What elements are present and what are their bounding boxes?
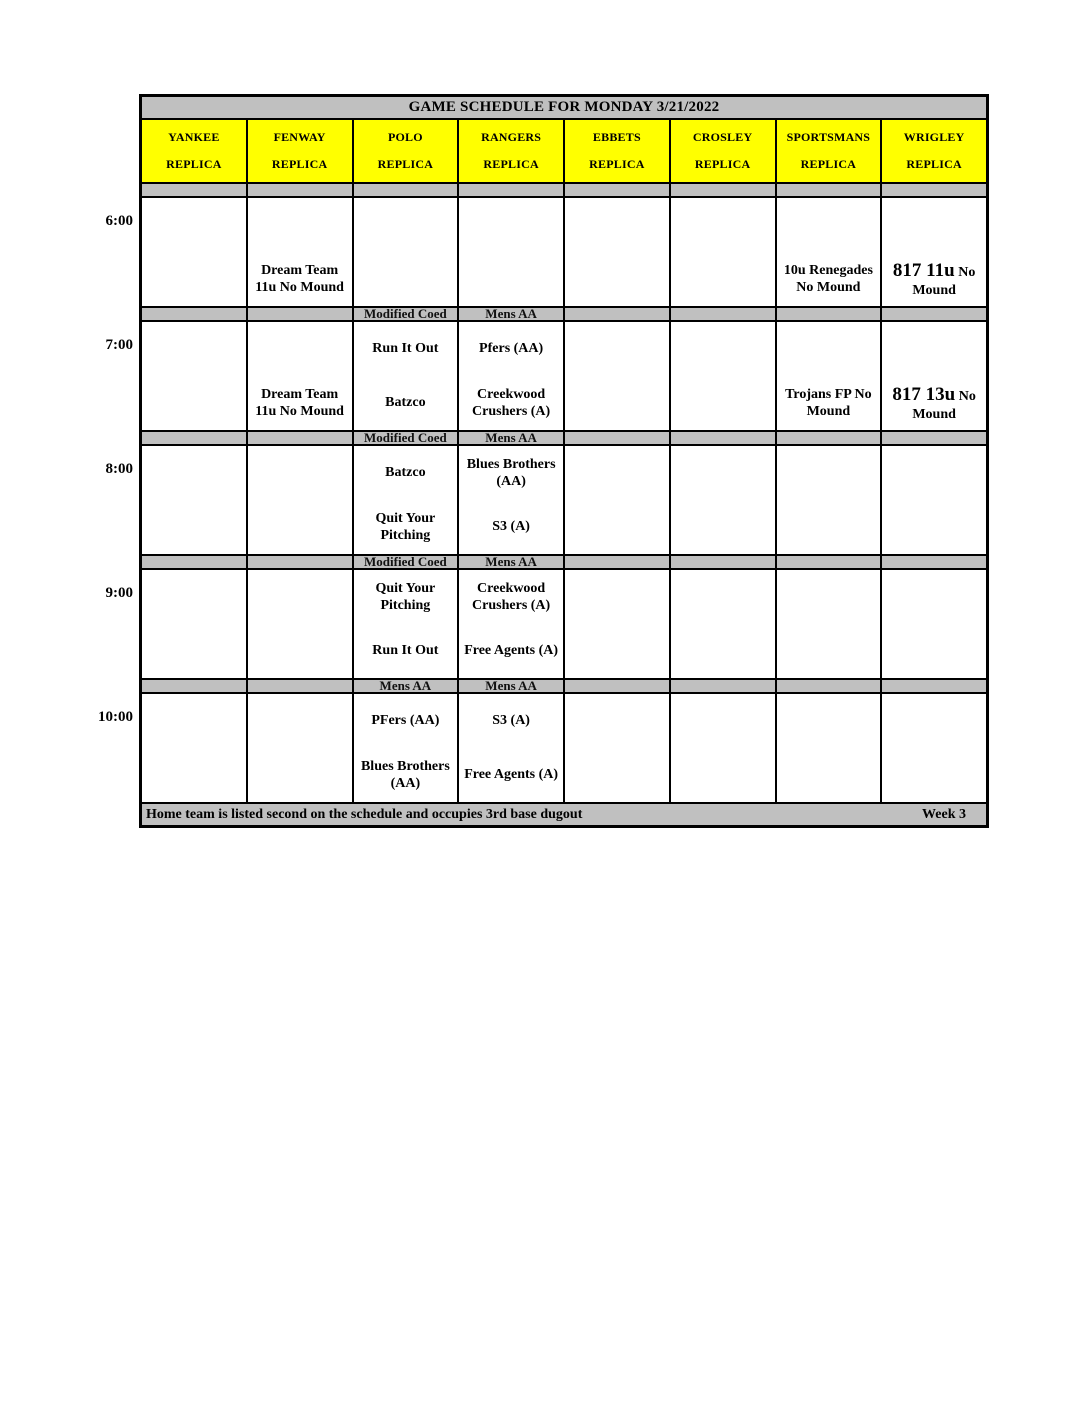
away-team-slot (248, 446, 352, 500)
home-team-slot: 10u Renegades No Mound (783, 262, 873, 295)
league-band-cell: Mens AA (354, 680, 458, 692)
game-cell (565, 198, 669, 306)
home-team-slot: S3 (A) (492, 519, 530, 535)
game-cell (459, 446, 563, 554)
league-band-cell (248, 556, 352, 568)
game-cell (354, 694, 458, 802)
home-team-slot (142, 376, 246, 430)
venue-sub: REPLICA (483, 157, 539, 171)
venue-header-polo (354, 120, 458, 182)
away-team-slot (882, 570, 986, 624)
home-team-slot (142, 748, 246, 802)
game-cell (777, 198, 881, 306)
league-band-cell (459, 184, 563, 196)
league-band-cell (142, 680, 246, 692)
page-title: GAME SCHEDULE FOR MONDAY 3/21/2022 (142, 97, 986, 118)
home-team-slot (565, 500, 669, 554)
away-team-slot (882, 322, 986, 376)
away-team-slot (777, 446, 881, 500)
game-cell (459, 322, 563, 430)
league-band-cell (882, 184, 986, 196)
league-band-cell: Mens AA (459, 432, 563, 444)
venue-name: CROSLEY (692, 130, 753, 144)
home-team-slot (142, 252, 246, 306)
game-cell (777, 322, 881, 430)
home-team-slot: Trojans FP No Mound (785, 386, 872, 419)
game-cell (777, 446, 881, 554)
game-cell (459, 694, 563, 802)
league-band-cell (777, 432, 881, 444)
away-team-slot (142, 694, 246, 748)
away-team-slot (777, 198, 881, 252)
game-cell (671, 322, 775, 430)
game-cell (248, 198, 352, 306)
game-cell (671, 198, 775, 306)
league-band-cell (142, 432, 246, 444)
game-cell (671, 570, 775, 678)
home-team-slot (882, 748, 986, 802)
home-team-slot: Blues Brothers (AA) (360, 758, 450, 791)
game-cell (671, 446, 775, 554)
venue-name: EBBETS (592, 130, 641, 144)
venue-name: FENWAY (273, 130, 326, 144)
away-team-slot (565, 446, 669, 500)
venue-name: SPORTSMANS (786, 130, 871, 144)
home-team-slot (565, 748, 669, 802)
league-band-cell: Modified Coed (354, 308, 458, 320)
away-team-slot (671, 694, 775, 748)
time-label: 7:00 (105, 337, 133, 353)
schedule-table (139, 94, 989, 828)
game-cell (142, 446, 246, 554)
league-band-cell: Modified Coed (354, 556, 458, 568)
league-band-cell (142, 556, 246, 568)
home-team-slot (459, 252, 563, 306)
venue-name: RANGERS (481, 130, 542, 144)
home-team-slot (671, 748, 775, 802)
home-team-slot (248, 624, 352, 678)
league-band-cell: Mens AA (459, 556, 563, 568)
league-band-cell (777, 308, 881, 320)
league-band-cell (248, 184, 352, 196)
away-team-slot (882, 694, 986, 748)
away-team-slot (882, 198, 986, 252)
game-cell (142, 198, 246, 306)
game-cell (248, 446, 352, 554)
home-team-slot (882, 376, 986, 430)
venue-sub: REPLICA (166, 157, 222, 171)
time-label: 10:00 (98, 709, 133, 725)
game-cell (248, 694, 352, 802)
league-band-cell: Mens AA (459, 308, 563, 320)
home-team-slot (248, 748, 352, 802)
home-team-slot (142, 500, 246, 554)
away-team-slot: Blues Brothers (AA) (466, 456, 556, 489)
home-team-slot (777, 624, 881, 678)
time-label: 6:00 (105, 213, 133, 229)
away-team-slot (671, 198, 775, 252)
league-band-cell (777, 556, 881, 568)
away-team-slot: Quit Your Pitching (375, 580, 436, 613)
game-cell (565, 694, 669, 802)
away-team-slot: Pfers (AA) (479, 341, 544, 357)
venue-name: WRIGLEY (903, 130, 965, 144)
away-team-slot (142, 446, 246, 500)
team-name-large: 817 13u (892, 383, 956, 405)
venue-header-wrigley (882, 120, 986, 182)
away-team-slot (142, 570, 246, 624)
away-team-slot (882, 446, 986, 500)
away-team-slot (777, 570, 881, 624)
footer-week: Week 3 (922, 806, 966, 822)
away-team-slot (354, 198, 458, 252)
game-cell (882, 322, 986, 430)
home-team-slot (671, 376, 775, 430)
away-team-slot (248, 570, 352, 624)
away-team-slot (142, 322, 246, 376)
team-name-small: No Mound (912, 264, 976, 299)
venue-sub: REPLICA (271, 157, 328, 171)
home-team-slot (882, 624, 986, 678)
game-cell (142, 694, 246, 802)
game-cell (565, 322, 669, 430)
away-team-slot: S3 (A) (492, 713, 530, 729)
time-label: 8:00 (105, 461, 133, 477)
venue-header-yankee (142, 120, 246, 182)
league-band-cell (671, 432, 775, 444)
away-team-slot: Batzco (385, 465, 426, 481)
game-cell (777, 570, 881, 678)
home-team-slot: Quit Your Pitching (375, 510, 436, 543)
away-team-slot (459, 198, 563, 252)
league-band-cell (882, 432, 986, 444)
away-team-slot (565, 198, 669, 252)
away-team-slot (248, 322, 352, 376)
away-team-slot (565, 322, 669, 376)
league-band-cell (671, 556, 775, 568)
game-cell (459, 198, 563, 306)
league-band-cell (354, 184, 458, 196)
away-team-slot (565, 570, 669, 624)
league-band-cell (882, 308, 986, 320)
away-team-slot (671, 322, 775, 376)
venue-header-sportsmans (777, 120, 881, 182)
league-band-cell (565, 308, 669, 320)
away-team-slot: Creekwood Crushers (A) (472, 580, 551, 613)
home-team-slot: Free Agents (A) (464, 767, 559, 783)
away-team-slot (777, 694, 881, 748)
home-team-slot (671, 624, 775, 678)
league-band-cell (882, 680, 986, 692)
team-name-large: 817 11u (892, 259, 955, 281)
home-team-slot (565, 624, 669, 678)
home-team-slot (671, 500, 775, 554)
league-band-cell (565, 680, 669, 692)
game-cell (354, 198, 458, 306)
away-team-slot (142, 198, 246, 252)
home-team-slot: Dream Team 11u No Mound (255, 386, 344, 419)
home-team-slot (565, 376, 669, 430)
away-team-slot: Run It Out (372, 341, 439, 357)
game-cell (882, 446, 986, 554)
home-team-slot (142, 624, 246, 678)
home-team-slot: Free Agents (A) (464, 643, 559, 659)
league-band-cell (565, 432, 669, 444)
home-team-slot (354, 252, 458, 306)
league-band-cell (248, 432, 352, 444)
game-cell (142, 322, 246, 430)
league-band-cell (777, 680, 881, 692)
league-band-cell (248, 680, 352, 692)
league-band-cell (565, 184, 669, 196)
venue-sub: REPLICA (377, 157, 434, 171)
venue-header-rangers (459, 120, 563, 182)
venue-header-fenway (248, 120, 352, 182)
league-band-cell (671, 184, 775, 196)
game-cell (248, 570, 352, 678)
venue-header-crosley (671, 120, 775, 182)
game-cell (354, 446, 458, 554)
venue-sub: REPLICA (589, 157, 645, 171)
venue-header-ebbets (565, 120, 669, 182)
game-cell (882, 570, 986, 678)
footer-note: Home team is listed second on the schedule and occupies 3rd base dugout (146, 806, 583, 822)
venue-name: POLO (387, 130, 423, 144)
home-team-slot: Dream Team 11u No Mound (255, 262, 344, 295)
game-cell (354, 570, 458, 678)
away-team-slot: PFers (AA) (371, 713, 440, 729)
venue-sub: REPLICA (694, 157, 751, 171)
home-team-slot (671, 252, 775, 306)
home-team-slot: Creekwood Crushers (A) (472, 386, 551, 419)
away-team-slot (248, 198, 352, 252)
game-cell (671, 694, 775, 802)
league-band-cell (142, 308, 246, 320)
game-cell (882, 198, 986, 306)
home-team-slot (777, 748, 881, 802)
game-cell (565, 570, 669, 678)
home-team-slot (565, 252, 669, 306)
game-cell (565, 446, 669, 554)
away-team-slot (248, 694, 352, 748)
home-team-slot: Run It Out (372, 643, 439, 659)
time-label: 9:00 (105, 585, 133, 601)
home-team-slot: Batzco (385, 395, 426, 411)
home-team-slot (248, 500, 352, 554)
game-cell (882, 694, 986, 802)
venue-sub: REPLICA (800, 157, 857, 171)
team-name-small: No Mound (912, 388, 976, 423)
venue-name: YANKEE (168, 130, 220, 144)
venue-sub: REPLICA (906, 157, 962, 171)
league-band-cell (565, 556, 669, 568)
home-team-slot (882, 500, 986, 554)
game-cell (248, 322, 352, 430)
footer-note-bar (142, 804, 986, 825)
game-cell (142, 570, 246, 678)
home-team-slot (882, 252, 986, 306)
away-team-slot (671, 446, 775, 500)
game-cell (354, 322, 458, 430)
league-band-cell (671, 308, 775, 320)
home-team-slot (777, 500, 881, 554)
league-band-cell (671, 680, 775, 692)
league-band-cell (248, 308, 352, 320)
away-team-slot (671, 570, 775, 624)
league-band-cell (777, 184, 881, 196)
away-team-slot (565, 694, 669, 748)
game-cell (777, 694, 881, 802)
league-band-cell: Mens AA (459, 680, 563, 692)
league-band-cell (142, 184, 246, 196)
away-team-slot (777, 322, 881, 376)
game-cell (459, 570, 563, 678)
league-band-cell: Modified Coed (354, 432, 458, 444)
league-band-cell (882, 556, 986, 568)
